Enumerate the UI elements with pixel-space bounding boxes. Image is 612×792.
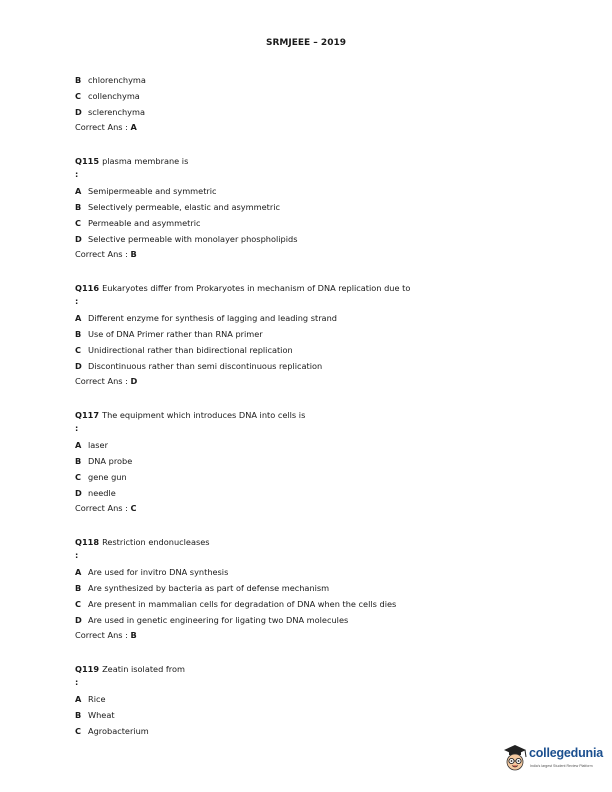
correct-answer: Correct Ans : B <box>75 630 137 641</box>
option-b: B Wheat <box>75 709 115 720</box>
correct-answer: Correct Ans : D <box>75 376 138 387</box>
option-a: A Are used for invitro DNA synthesis <box>75 567 229 578</box>
question-text: Q118 Restriction endonucleases <box>75 537 210 548</box>
option-b: B chlorenchyma <box>75 75 146 85</box>
option-c: C Permeable and asymmetric <box>75 217 201 228</box>
question-119 <box>75 662 575 739</box>
question-colon: : <box>75 423 79 434</box>
question-colon: : <box>75 677 79 688</box>
question-list <box>75 73 575 740</box>
option-c: C Unidirectional rather than bidirectional replication <box>75 344 293 355</box>
correct-answer: Correct Ans : A <box>75 122 137 133</box>
question-text: Q119 Zeatin isolated from <box>75 664 185 675</box>
question-116 <box>75 281 575 390</box>
question-text: Q116 Eukaryotes differ from Prokaryotes in mechanism of DNA replication due to <box>75 283 411 294</box>
option-d: D sclerenchyma <box>75 106 146 117</box>
page-header: SRMJEEE – 2019 <box>266 38 346 48</box>
option-a: A Rice <box>75 694 106 705</box>
question-text: Q117 The equipment which introduces DNA into cells is <box>75 410 306 421</box>
collegedunia-logo <box>501 743 611 783</box>
option-b: B Use of DNA Primer rather than RNA primer <box>75 328 263 339</box>
question-prev <box>75 73 575 136</box>
question-118 <box>75 535 575 644</box>
option-d: D needle <box>75 487 116 498</box>
option-c: C Agrobacterium <box>75 725 149 736</box>
option-b: B DNA probe <box>75 455 133 466</box>
question-colon: : <box>75 296 79 307</box>
option-c: C collenchyma <box>75 90 140 101</box>
question-colon: : <box>75 550 79 561</box>
question-colon: : <box>75 169 79 180</box>
option-c: C Are present in mammalian cells for degradation of DNA when the cells dies <box>75 598 397 609</box>
logo-tagline: India's largest Student Review Platform <box>530 764 593 768</box>
option-c: C gene gun <box>75 471 127 482</box>
option-d: D Discontinuous rather than semi discontinuous replication <box>75 360 323 371</box>
mascot-icon <box>501 743 529 773</box>
option-b: B Selectively permeable, elastic and asymmetric <box>75 201 280 212</box>
option-a: A Semipermeable and symmetric <box>75 186 217 197</box>
option-a: A laser <box>75 440 108 451</box>
option-b: B Are synthesized by bacteria as part of defense mechanism <box>75 582 330 593</box>
option-d: D Are used in genetic engineering for ligating two DNA molecules <box>75 614 349 625</box>
question-115 <box>75 154 575 263</box>
question-text: Q115 plasma membrane is <box>75 156 189 167</box>
correct-answer: Correct Ans : C <box>75 503 137 514</box>
correct-answer: Correct Ans : B <box>75 249 137 260</box>
option-d: D Selective permeable with monolayer phospholipids <box>75 233 298 244</box>
logo-wordmark: collegedunia <box>529 746 604 760</box>
question-117 <box>75 408 575 517</box>
option-a: A Different enzyme for synthesis of lagging and leading strand <box>75 313 337 324</box>
